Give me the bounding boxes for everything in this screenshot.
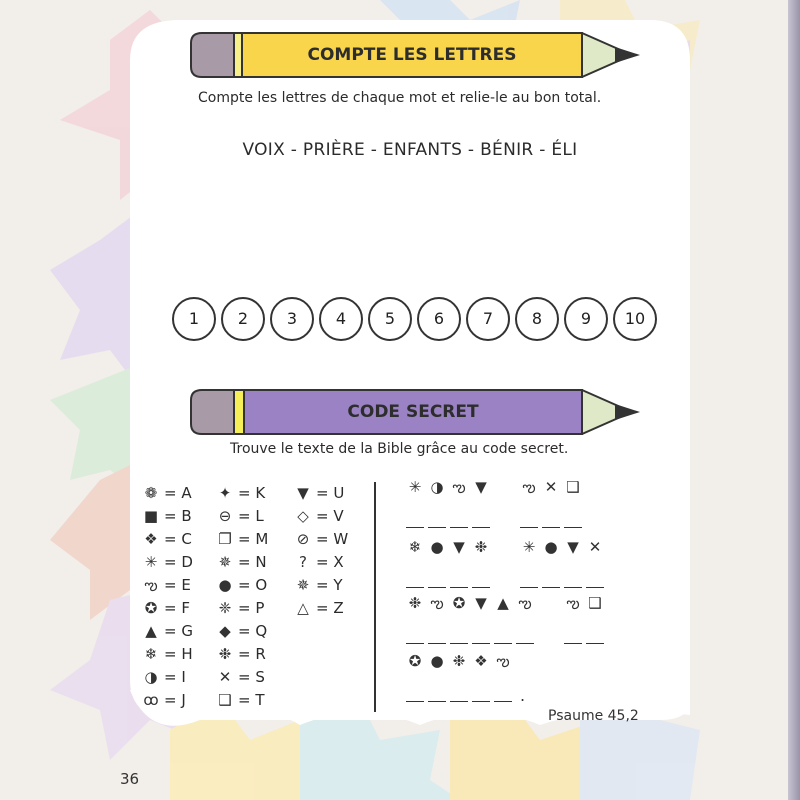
legend-entry-s: ✕ = S xyxy=(216,666,265,688)
code-symbol: ❄ xyxy=(408,538,422,556)
legend-entry-f: ✪ = F xyxy=(142,597,190,619)
code-symbol: ✕ xyxy=(588,538,602,556)
answer-blank[interactable] xyxy=(586,586,604,588)
answer-blank[interactable] xyxy=(564,642,582,644)
legend-entry-h: ❄ = H xyxy=(142,643,193,665)
code-word-symbols xyxy=(518,538,606,556)
legend-entry-p: ❈ = P xyxy=(216,597,264,619)
legend-entry-o: ● = O xyxy=(216,574,267,596)
pencil-banner-secret-code xyxy=(190,389,640,435)
answer-blank[interactable] xyxy=(428,586,446,588)
number-circle-9[interactable]: 9 xyxy=(564,297,608,341)
legend-entry-x: ? = X xyxy=(294,551,344,573)
answer-blank[interactable] xyxy=(564,586,582,588)
starburst-icon: ✵ xyxy=(218,553,232,571)
answer-blank[interactable] xyxy=(494,642,512,644)
loop-icon: ꝏ xyxy=(143,691,159,709)
legend-entry-y: ✵ = Y xyxy=(294,574,343,596)
code-symbol: ▼ xyxy=(567,538,579,556)
number-circle-4[interactable]: 4 xyxy=(319,297,363,341)
legend-entry-e: ఌ = E xyxy=(142,574,191,596)
legend-entry-z: △ = Z xyxy=(294,597,344,619)
legend-entry-u: ▼ = U xyxy=(294,482,344,504)
legend-entry-m: ❐ = M xyxy=(216,528,268,550)
circle-minus-icon: ⊖ xyxy=(218,507,232,525)
outlined-square-icon: ❑ xyxy=(218,691,232,709)
code-word-symbols xyxy=(404,652,514,674)
legend-entry-r: ❉ = R xyxy=(216,643,266,665)
code-word-symbols xyxy=(562,594,606,616)
legend-entry-k: ✦ = K xyxy=(216,482,265,504)
answer-blank[interactable] xyxy=(494,700,512,702)
filled-circle-icon: ● xyxy=(218,576,232,594)
starburst-icon: ✵ xyxy=(296,576,310,594)
legend-entry-j: ꝏ = J xyxy=(143,691,186,709)
section-title-secret-code: CODE SECRET xyxy=(347,402,479,422)
question-mark-icon: ? xyxy=(299,553,307,571)
page-number: 36 xyxy=(120,770,140,788)
legend-entry-g: ▲ = G xyxy=(142,620,193,642)
code-symbol: ✕ xyxy=(544,478,558,496)
code-word-symbols xyxy=(404,478,492,500)
answer-blank[interactable] xyxy=(406,586,424,588)
column-divider xyxy=(374,482,376,712)
number-circle-3[interactable]: 3 xyxy=(270,297,314,341)
number-circle-1[interactable]: 1 xyxy=(172,297,216,341)
asterisk-icon: ✳ xyxy=(144,553,158,571)
answer-blank[interactable] xyxy=(520,526,538,528)
code-symbol: ఌ xyxy=(566,594,580,612)
answer-blank[interactable] xyxy=(586,642,604,644)
answer-blank[interactable] xyxy=(542,526,560,528)
number-circle-10[interactable]: 10 xyxy=(613,297,657,341)
code-symbol: ❉ xyxy=(408,594,422,612)
prohibited-icon: ⊘ xyxy=(296,530,310,548)
number-circle-6[interactable]: 6 xyxy=(417,297,461,341)
legend-entry-v: ◇ = V xyxy=(294,505,344,527)
code-symbol: ❉ xyxy=(474,538,488,556)
word-list: VOIX - PRIÈRE - ENFANTS - BÉNIR - ÉLI xyxy=(242,140,578,160)
code-symbol: ఌ xyxy=(496,652,510,670)
answer-blank[interactable] xyxy=(406,642,424,644)
number-circle-7[interactable]: 7 xyxy=(466,297,510,341)
answer-blank[interactable] xyxy=(564,526,582,528)
number-circle-8[interactable]: 8 xyxy=(515,297,559,341)
number-circle-2[interactable]: 2 xyxy=(221,297,265,341)
square-icon: ■ xyxy=(143,507,159,525)
answer-blank[interactable] xyxy=(472,642,490,644)
legend-entry-w: ⊘ = W xyxy=(294,528,348,550)
answer-blank[interactable] xyxy=(450,526,468,528)
answer-blank[interactable] xyxy=(472,700,490,702)
answer-blank[interactable] xyxy=(542,586,560,588)
answer-blank[interactable] xyxy=(406,526,424,528)
answer-blank[interactable] xyxy=(428,642,446,644)
answer-blank[interactable] xyxy=(406,700,424,702)
legend-entry-i: ◑ = I xyxy=(142,666,186,688)
answer-blank[interactable] xyxy=(428,526,446,528)
code-symbol: ● xyxy=(430,652,444,670)
legend-entry-a: ❁ = A xyxy=(142,482,192,504)
outlined-triangle-icon: △ xyxy=(297,599,309,617)
answer-blank[interactable] xyxy=(450,700,468,702)
filled-diamond-icon: ◆ xyxy=(219,622,231,640)
section-title-count-letters: COMPTE LES LETTRES xyxy=(307,45,517,65)
code-symbol: ✳ xyxy=(408,478,422,496)
flower-icon: ❁ xyxy=(144,484,158,502)
code-symbol: ❑ xyxy=(588,594,602,612)
answer-blank[interactable] xyxy=(428,700,446,702)
diamond-cluster-icon: ❖ xyxy=(144,530,158,548)
sparkle-icon: ❈ xyxy=(218,599,232,617)
legend-entry-d: ✳ = D xyxy=(142,551,193,573)
answer-blank[interactable] xyxy=(472,526,490,528)
outlined-diamond-icon: ◇ xyxy=(297,507,309,525)
cross-icon: ✕ xyxy=(218,668,232,686)
code-symbol: ఌ xyxy=(430,594,444,612)
instruction-secret-code: Trouve le texte de la Bible grâce au code secret. xyxy=(230,441,569,457)
answer-blank[interactable] xyxy=(472,586,490,588)
code-symbol: ఌ xyxy=(518,594,532,612)
code-symbol: ఌ xyxy=(452,478,466,496)
code-word-symbols xyxy=(404,594,536,616)
pencil-banner-count-letters xyxy=(190,32,640,78)
swirl-icon: ఌ xyxy=(144,576,158,594)
page-edge-shadow xyxy=(788,0,800,800)
code-symbol: ◑ xyxy=(430,478,444,496)
legend-entry-c: ❖ = C xyxy=(142,528,192,550)
bible-reference: Psaume 45,2 xyxy=(548,708,639,724)
code-symbol: ❖ xyxy=(474,652,488,670)
legend-entry-l: ⊖ = L xyxy=(216,505,264,527)
half-circle-icon: ◑ xyxy=(144,668,158,686)
code-symbol: ● xyxy=(544,538,558,556)
code-symbol: ▼ xyxy=(475,594,487,612)
answer-blank[interactable] xyxy=(520,586,538,588)
code-symbol: ✪ xyxy=(408,652,422,670)
code-symbol: ❑ xyxy=(566,478,580,496)
triangle-up-icon: ▲ xyxy=(145,622,157,640)
code-word-symbols xyxy=(404,538,492,556)
triangle-down-icon: ▼ xyxy=(297,484,309,502)
number-circle-5[interactable]: 5 xyxy=(368,297,412,341)
code-symbol: ▲ xyxy=(497,594,509,612)
circled-star-icon: ✪ xyxy=(144,599,158,617)
code-symbol: ✳ xyxy=(522,538,536,556)
code-symbol: ఌ xyxy=(522,478,536,496)
sentence-period: . xyxy=(520,686,526,705)
code-symbol: ✪ xyxy=(452,594,466,612)
code-symbol: ▼ xyxy=(453,538,465,556)
code-symbol: ▼ xyxy=(475,478,487,496)
snowflake-icon: ❄ xyxy=(144,645,158,663)
code-symbol: ❉ xyxy=(452,652,466,670)
legend-entry-b: ■ = B xyxy=(143,507,192,525)
code-symbol: ● xyxy=(430,538,444,556)
answer-blank[interactable] xyxy=(450,586,468,588)
flake-icon: ❉ xyxy=(218,645,232,663)
shadowed-square-icon: ❐ xyxy=(218,530,232,548)
legend-entry-q: ◆ = Q xyxy=(216,620,267,642)
legend-entry-n: ✵ = N xyxy=(216,551,267,573)
legend-entry-t: ❑ = T xyxy=(216,689,265,711)
four-point-star-icon: ✦ xyxy=(218,484,232,502)
code-word-symbols xyxy=(518,478,584,500)
answer-blank[interactable] xyxy=(450,642,468,644)
instruction-count-letters: Compte les lettres de chaque mot et relie-le au bon total. xyxy=(198,90,602,106)
answer-blank[interactable] xyxy=(516,642,534,644)
